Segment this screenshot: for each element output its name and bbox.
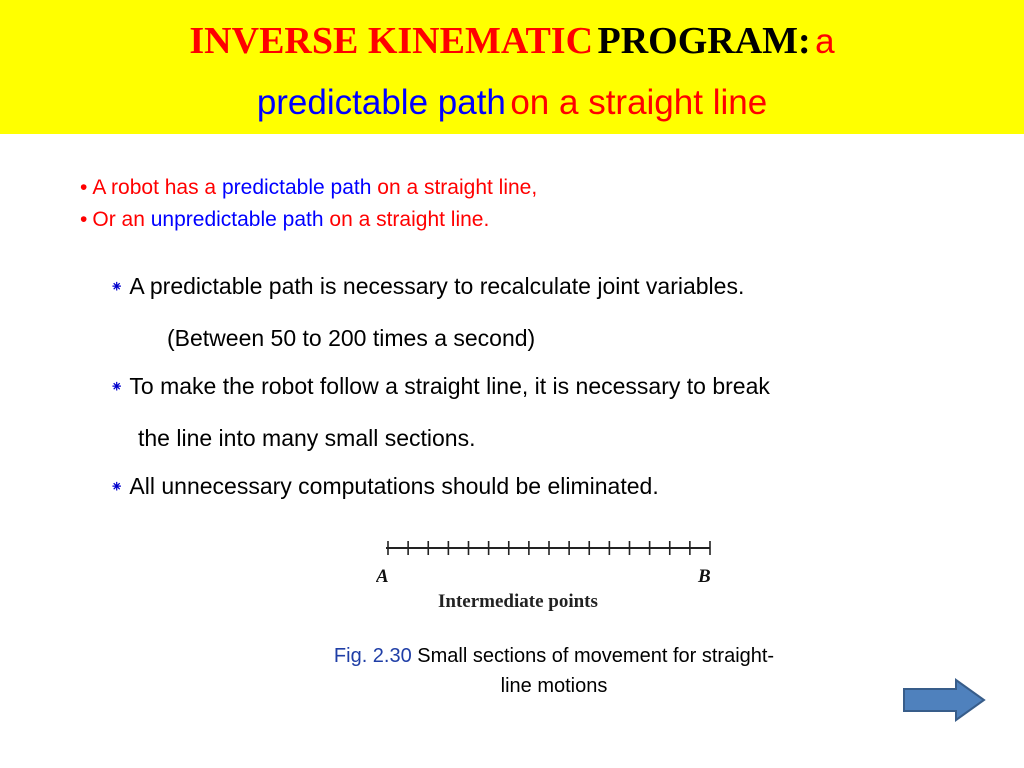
star-bullet-icon: ⁕ [110, 479, 124, 496]
bullet-text-c: on a straight line, [377, 176, 538, 199]
detail-item [110, 262, 770, 314]
star-bullet-icon: ⁕ [110, 279, 124, 296]
intermediate-points-label: Intermediate points [438, 591, 598, 612]
caption-text-1: Small sections of movement for straight- [417, 645, 775, 667]
slide-title [0, 14, 1024, 137]
title-part-4: predictable path [256, 83, 506, 122]
detail-continuation: the line into many small sections. [138, 425, 476, 451]
point-a-label: A [376, 566, 389, 587]
title-part-1: INVERSE KINEMATIC [189, 20, 594, 62]
caption-text-2: line motions [500, 675, 608, 697]
figure-caption [260, 641, 848, 701]
bullet-dot: • [80, 176, 88, 199]
point-b-label: B [698, 566, 711, 587]
detail-text: A predictable path is necessary to recalculate joint variables. [129, 273, 745, 299]
straight-line-diagram [376, 532, 726, 622]
star-bullet-icon: ⁕ [110, 379, 124, 396]
title-line-2 [0, 76, 1024, 137]
title-part-3: a [815, 22, 835, 61]
bullet-text-a: Or an [92, 208, 145, 231]
bullet-text-b: predictable path [221, 176, 372, 199]
bullet-dot: • [80, 208, 88, 231]
bullet-text-a: A robot has a [92, 176, 217, 199]
bullet-list [80, 172, 537, 236]
bullet-text-b: unpredictable path [150, 208, 324, 231]
detail-text: All unnecessary computations should be eliminated. [129, 473, 659, 499]
detail-item [110, 462, 770, 514]
detail-list [110, 262, 770, 514]
detail-text: To make the robot follow a straight line, it is necessary to break [129, 373, 770, 399]
bullet-text-c: on a straight line. [329, 208, 490, 231]
figure-number: Fig. 2.30 [333, 645, 412, 667]
title-part-5: on a straight line [510, 83, 768, 122]
bullet-item [80, 204, 537, 236]
detail-item [110, 362, 770, 414]
detail-continuation: (Between 50 to 200 times a second) [167, 325, 536, 351]
right-arrow-icon[interactable] [902, 678, 986, 722]
bullet-item [80, 172, 537, 204]
title-line-1 [0, 14, 1024, 76]
title-part-2: PROGRAM: [597, 20, 811, 62]
